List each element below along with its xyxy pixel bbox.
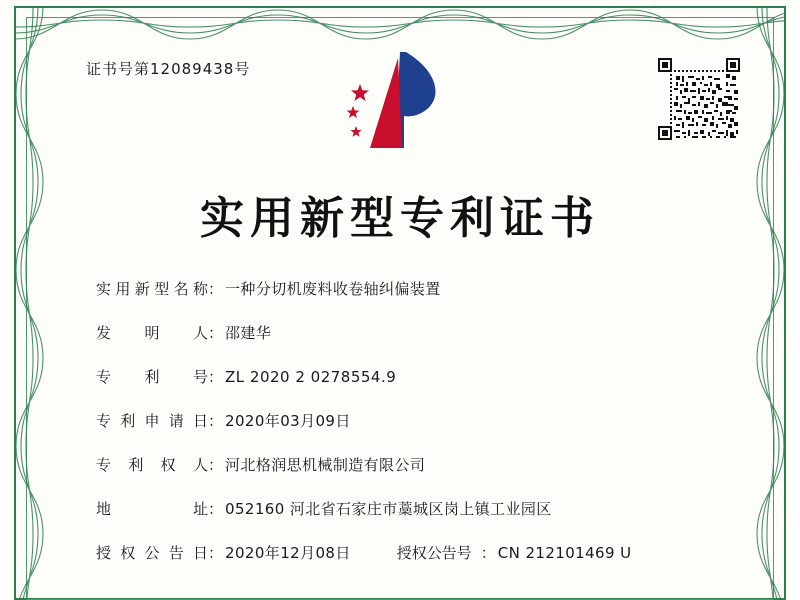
- certificate-number: 证书号第12089438号: [86, 60, 251, 78]
- field-value-patentee: 河北格润思机械制造有限公司: [225, 456, 426, 474]
- field-label-inventor: 发明人: [96, 324, 208, 342]
- field-label-patentee: 专利权人: [96, 456, 208, 474]
- border-ornament-left: [14, 6, 44, 600]
- field-colon: ：: [208, 544, 224, 562]
- field-row: [96, 278, 730, 299]
- patent-office-logo-icon: [340, 48, 460, 158]
- field-value-application-date: 2020年03月09日: [225, 412, 351, 430]
- field-colon: ：: [208, 500, 224, 518]
- field-colon: ：: [208, 368, 224, 386]
- field-value-patent-number: ZL 2020 2 0278554.9: [225, 368, 397, 386]
- field-row: [96, 322, 730, 343]
- field-row: [96, 410, 730, 431]
- field-label-patent-number: 专利号: [96, 368, 208, 386]
- field-label-utility-model-name: 实用新型名称: [96, 280, 208, 298]
- certificate-fields: [96, 278, 730, 586]
- field-colon: ：: [208, 324, 224, 342]
- field-value-utility-model-name: 一种分切机废料收卷轴纠偏装置: [225, 280, 441, 298]
- field-label-grant-number: 授权公告号: [396, 544, 472, 562]
- border-ornament-top: [14, 6, 786, 40]
- field-value-address: 052160 河北省石家庄市藁城区岗上镇工业园区: [225, 500, 552, 518]
- field-label-grant-date: 授权公告日: [96, 544, 208, 562]
- page-title: 实用新型专利证书: [200, 193, 600, 244]
- field-colon: ：: [208, 412, 224, 430]
- field-row-grant-info: [96, 542, 730, 563]
- field-colon: ：: [480, 544, 496, 562]
- field-label-address: 地址: [96, 500, 208, 518]
- qr-code-icon: [658, 58, 740, 140]
- field-colon: ：: [208, 280, 224, 298]
- field-value-inventor: 邵建华: [225, 324, 272, 342]
- field-value-grant-date: 2020年12月08日: [225, 544, 351, 562]
- field-row: [96, 454, 730, 475]
- field-row: [96, 366, 730, 387]
- border-ornament-right: [756, 6, 786, 600]
- field-label-application-date: 专利申请日: [96, 412, 208, 430]
- field-colon: ：: [208, 456, 224, 474]
- field-row: [96, 498, 730, 519]
- field-value-grant-number: CN 212101469 U: [497, 544, 632, 562]
